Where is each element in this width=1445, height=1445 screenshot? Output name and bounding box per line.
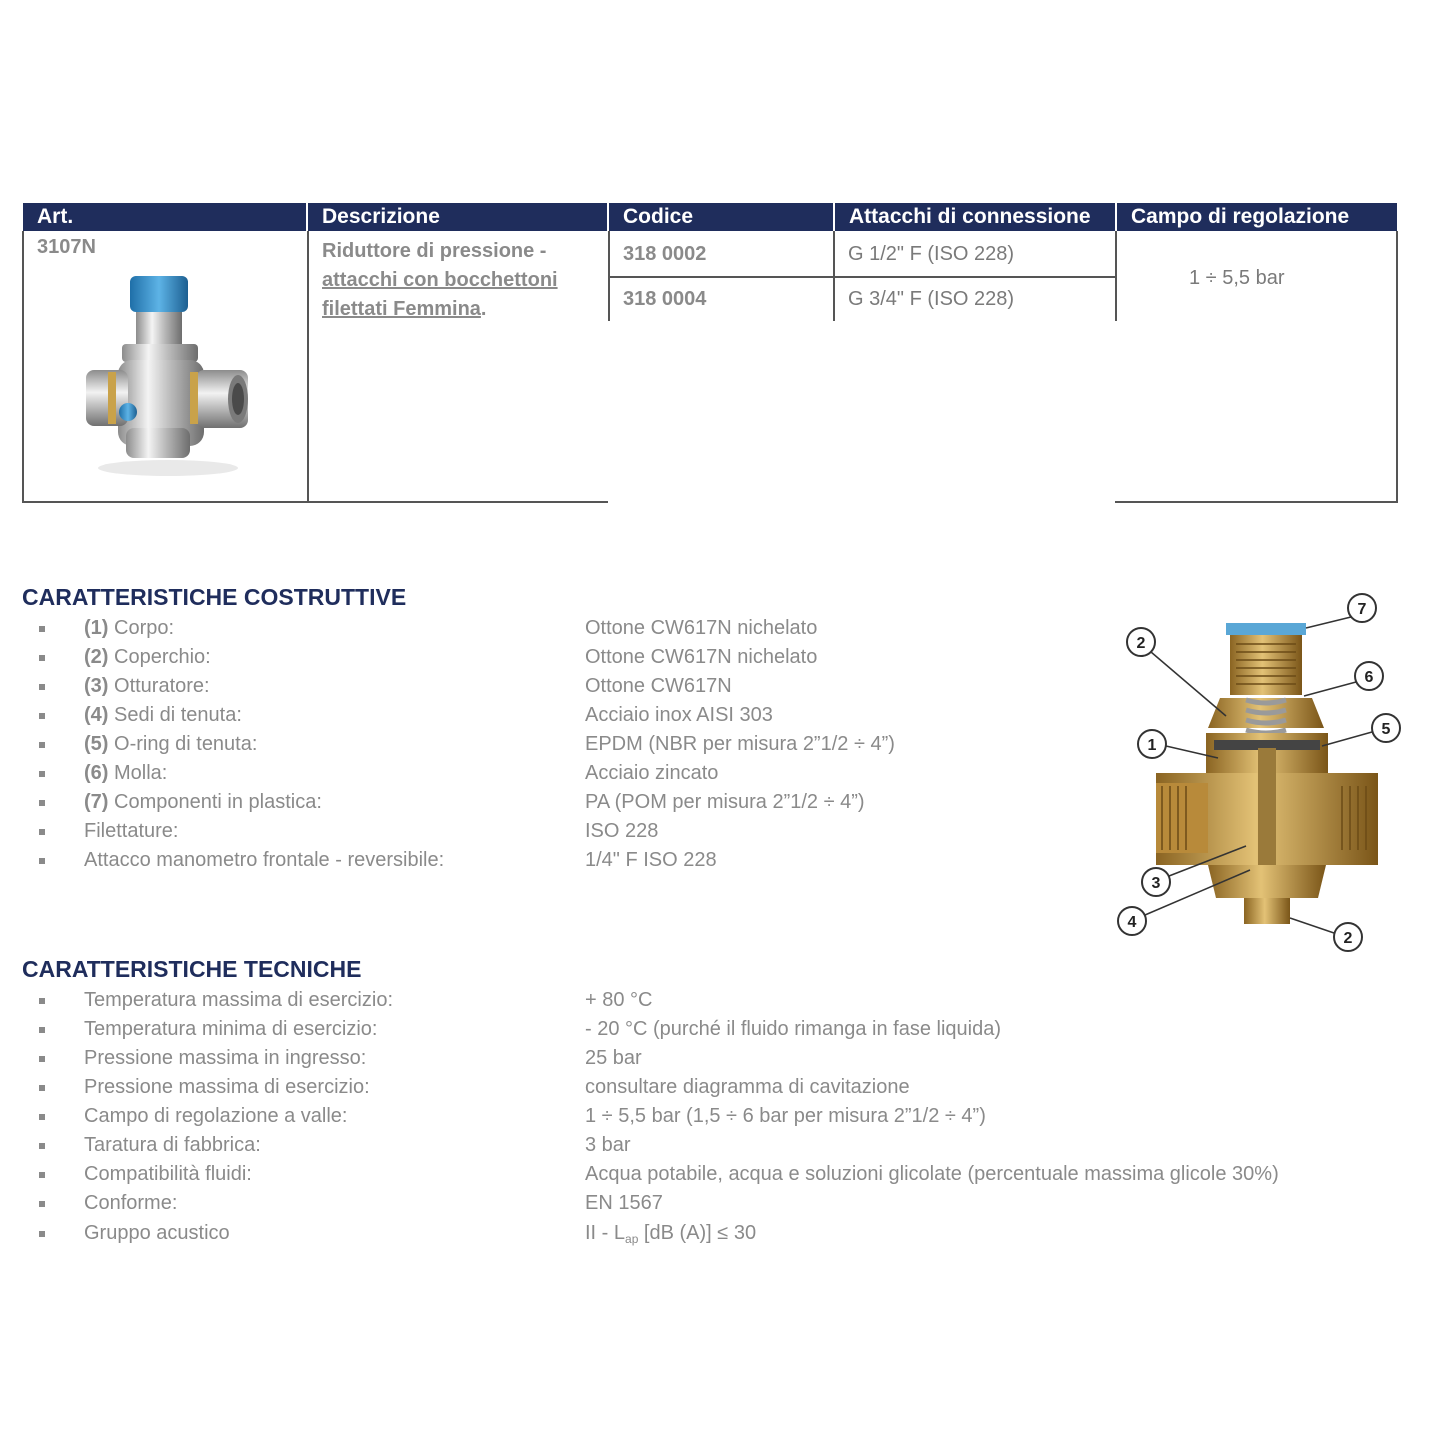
border [22,501,608,503]
item-number: (4) [84,704,109,726]
item-label: Conforme: [84,1192,178,1214]
item-value: Ottone CW617N nichelato [585,617,818,639]
list-item [0,1189,1445,1218]
item-label: Gruppo acustico [84,1222,230,1244]
item-value: EPDM (NBR per misura 2”1/2 ÷ 4”) [585,733,895,755]
article-number: 3107N [37,236,96,258]
item-label: (5) O-ring di tenuta: [84,733,258,755]
regulation-range: 1 ÷ 5,5 bar [1189,267,1285,289]
item-label: Campo di regolazione a valle: [84,1105,348,1127]
bullet-icon [39,1231,45,1237]
code-2: 318 0004 [623,288,707,310]
item-label: (3) Otturatore: [84,675,210,697]
item-value: + 80 °C [585,989,653,1011]
item-label: Taratura di fabbrica: [84,1134,261,1156]
item-number: (5) [84,733,109,755]
list-item [0,1015,1445,1044]
item-value: 1 ÷ 5,5 bar (1,5 ÷ 6 bar per misura 2”1/2 ÷ 4”) [585,1105,986,1127]
bullet-icon [39,713,45,719]
bullet-icon [39,1085,45,1091]
item-number: (3) [84,675,109,697]
item-label: Filettature: [84,820,179,842]
border [307,231,309,503]
product-photo [78,268,258,483]
bullet-icon [39,1114,45,1120]
item-label: (2) Coperchio: [84,646,211,668]
item-number: (1) [84,617,109,639]
item-value: EN 1567 [585,1192,663,1214]
description-line: attacchi con bocchettoni [322,269,558,291]
item-value: Acqua potabile, acqua e soluzioni glicolate (percentuale massima glicole 30%) [585,1163,1279,1185]
callout-7: 7 [1357,601,1367,618]
bullet-icon [39,684,45,690]
bullet-icon [39,858,45,864]
item-label: Attacco manometro frontale - reversibile: [84,849,445,871]
header-connection: Attacchi di connessione [835,203,1115,231]
header-code: Codice [609,203,833,231]
header-art: Art. [23,203,306,231]
list-item [0,1131,1445,1160]
item-value: ISO 228 [585,820,659,842]
list-item-acoustic [0,1219,1445,1248]
border [608,276,1116,278]
item-number: (6) [84,762,109,784]
border [1396,231,1398,503]
item-value: II - $L_{ap}$ [dB (A)] ≤ 30 [585,1222,757,1246]
item-value: PA (POM per misura 2”1/2 ÷ 4”) [585,791,865,813]
item-value: - 20 °C (purché il fluido rimanga in fase liquida) [585,1018,1001,1040]
item-label: Temperatura minima di esercizio: [84,1018,378,1040]
item-label: (4) Sedi di tenuta: [84,704,242,726]
item-label: Temperatura massima di esercizio: [84,989,393,1011]
callout-4: 4 [1127,914,1137,931]
callout-5: 5 [1381,721,1391,738]
border [1115,501,1398,503]
callout-6: 6 [1364,669,1374,686]
item-value: 3 bar [585,1134,631,1156]
technical-title: CARATTERISTICHE TECNICHE [22,956,362,982]
callout-3: 3 [1151,875,1161,892]
bullet-icon [39,800,45,806]
item-label: (1) Corpo: [84,617,175,639]
item-number: (2) [84,646,109,668]
bullet-icon [39,1027,45,1033]
item-value: Ottone CW617N [585,675,732,697]
list-item [0,1044,1445,1073]
connection-2: G 3/4" F (ISO 228) [848,288,1015,310]
bullet-icon [39,742,45,748]
description-line: Riduttore di pressione - [322,240,547,262]
border [22,231,24,503]
connection-1: G 1/2" F (ISO 228) [848,243,1015,265]
callout-1: 1 [1147,737,1157,754]
item-label: (6) Molla: [84,762,168,784]
valve-cross-section-diagram [1108,588,1408,960]
bullet-icon [39,1056,45,1062]
list-item [0,1073,1445,1102]
bullet-icon [39,1201,45,1207]
description-line: filettati Femmina [322,298,481,320]
item-value: 25 bar [585,1047,642,1069]
item-label: Pressione massima in ingresso: [84,1047,367,1069]
bullet-icon [39,1172,45,1178]
bullet-icon [39,655,45,661]
item-value: consultare diagramma di cavitazione [585,1076,910,1098]
item-label: Compatibilità fluidi: [84,1163,252,1185]
item-label: Pressione massima di esercizio: [84,1076,370,1098]
callout-2-bottom: 2 [1343,930,1353,947]
list-item [0,1160,1445,1189]
list-item [0,986,1445,1015]
description-end: . [480,298,487,320]
bullet-icon [39,829,45,835]
construction-title: CARATTERISTICHE COSTRUTTIVE [22,584,407,610]
header-range: Campo di regolazione [1117,203,1397,231]
bullet-icon [39,771,45,777]
code-1: 318 0002 [623,243,707,265]
callout-2: 2 [1136,635,1146,652]
product-description [322,237,602,324]
bullet-icon [39,1143,45,1149]
bullet-icon [39,998,45,1004]
bullet-icon [39,626,45,632]
header-description: Descrizione [308,203,607,231]
item-value: 1/4" F ISO 228 [585,849,717,871]
list-item [0,1102,1445,1131]
item-label: (7) Componenti in plastica: [84,791,322,813]
item-value: Ottone CW617N nichelato [585,646,818,668]
item-value: Acciaio inox AISI 303 [585,704,773,726]
item-value: Acciaio zincato [585,762,719,784]
item-number: (7) [84,791,109,813]
